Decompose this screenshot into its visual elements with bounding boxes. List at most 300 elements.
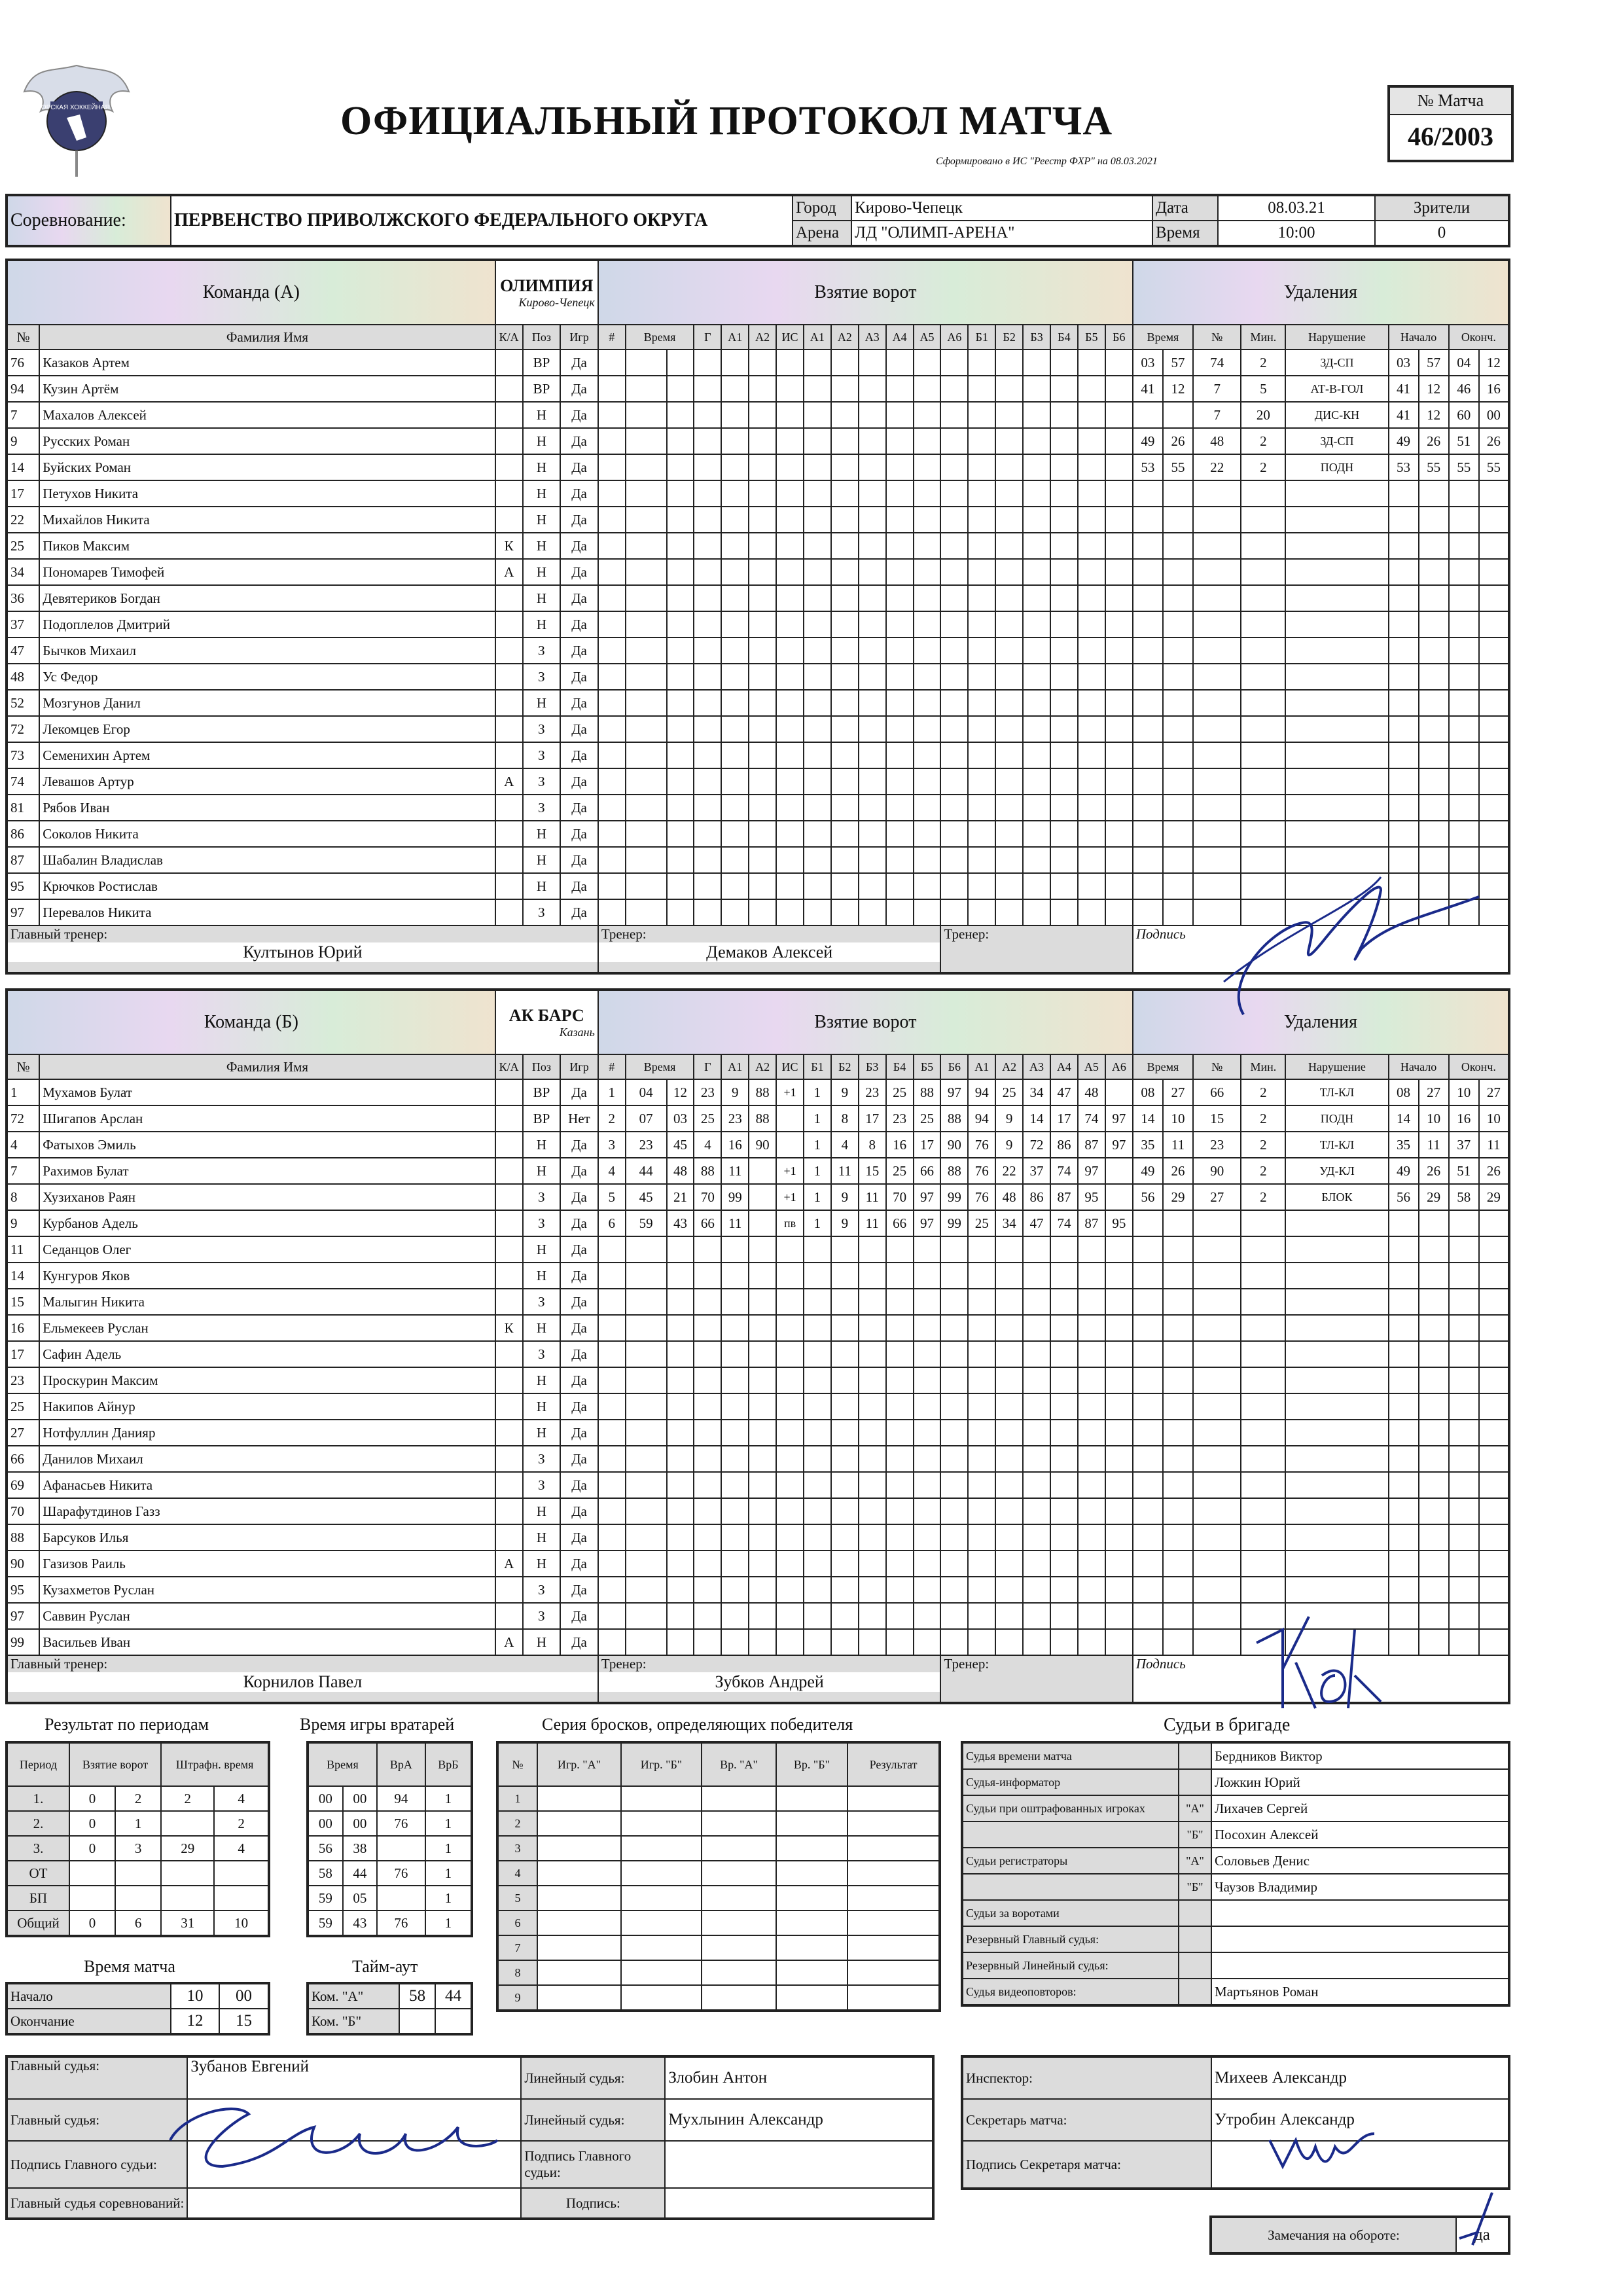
goal-empty-cell bbox=[1023, 428, 1050, 454]
periods-col-penalty: Штрафн. время bbox=[161, 1742, 269, 1786]
goal-empty-cell bbox=[914, 1551, 941, 1577]
goal-empty-cell bbox=[886, 1315, 914, 1341]
goal-empty-cell bbox=[598, 821, 626, 847]
on-ice-conceding: 72 bbox=[1023, 1132, 1050, 1158]
player-row bbox=[7, 1420, 1509, 1446]
shootout-empty-cell bbox=[847, 1910, 940, 1935]
goal-empty-cell bbox=[968, 742, 995, 768]
goalie-value: 1 bbox=[425, 1836, 472, 1861]
goal-empty-cell bbox=[749, 899, 776, 925]
goal-empty-cell bbox=[694, 1551, 721, 1577]
player-role: А bbox=[495, 1551, 523, 1577]
goal-empty-cell bbox=[1023, 1393, 1050, 1420]
pen-empty-cell bbox=[1133, 873, 1163, 899]
player-number: 36 bbox=[7, 585, 39, 611]
goal-empty-cell bbox=[694, 1472, 721, 1498]
goal-empty-cell bbox=[1078, 428, 1105, 454]
pen-empty-cell bbox=[1389, 585, 1419, 611]
pen-empty-cell bbox=[1163, 1315, 1193, 1341]
period-row bbox=[7, 1910, 269, 1936]
goal-empty-cell bbox=[1050, 899, 1078, 925]
pen-end-min: 10 bbox=[1449, 1079, 1479, 1105]
goal-number: 1 bbox=[598, 1079, 626, 1105]
goal-empty-cell bbox=[940, 1577, 968, 1603]
goal-empty-cell bbox=[995, 664, 1023, 690]
pen-start-sec: 26 bbox=[1419, 428, 1449, 454]
shootout-empty-cell bbox=[847, 1886, 940, 1910]
player-position: Н bbox=[523, 402, 561, 428]
player-name: Семенихин Артем bbox=[39, 742, 495, 768]
match-time-title: Время матча bbox=[84, 1957, 175, 1976]
goal-empty-cell bbox=[1050, 1236, 1078, 1263]
goal-empty-cell bbox=[1105, 1263, 1133, 1289]
goal-empty-cell bbox=[694, 428, 721, 454]
pen-empty-cell bbox=[1133, 1524, 1163, 1551]
pen-empty-cell bbox=[1419, 768, 1449, 795]
goal-empty-cell bbox=[667, 821, 694, 847]
goal-empty-cell bbox=[968, 1603, 995, 1629]
goal-empty-cell bbox=[598, 611, 626, 637]
referee-role: Судьи при оштрафованных игроках bbox=[962, 1795, 1179, 1821]
goal-empty-cell bbox=[940, 1341, 968, 1367]
goal-empty-cell bbox=[968, 716, 995, 742]
goal-empty-cell bbox=[721, 585, 749, 611]
goal-empty-cell bbox=[598, 350, 626, 376]
coach-1-label: Тренер: bbox=[601, 926, 647, 942]
goal-situation bbox=[776, 1132, 804, 1158]
pen-empty-cell bbox=[1285, 664, 1388, 690]
goal-empty-cell bbox=[1023, 1263, 1050, 1289]
goal-empty-cell bbox=[776, 637, 804, 664]
coach-2-label: Тренер: bbox=[944, 926, 990, 942]
goal-empty-cell bbox=[1105, 1577, 1133, 1603]
player-position: Н bbox=[523, 1367, 561, 1393]
goal-empty-cell bbox=[1078, 768, 1105, 795]
goal-empty-cell bbox=[749, 480, 776, 507]
shootout-empty-cell bbox=[776, 1811, 847, 1836]
referee-row bbox=[962, 1848, 1509, 1874]
goal-empty-cell bbox=[1105, 585, 1133, 611]
player-role bbox=[495, 1105, 523, 1132]
goal-empty-cell bbox=[859, 428, 886, 454]
shootout-row bbox=[497, 1786, 940, 1811]
goal-empty-cell bbox=[667, 1341, 694, 1367]
time-value: 10:00 bbox=[1218, 221, 1375, 246]
pen-empty-cell bbox=[1449, 742, 1479, 768]
pen-empty-cell bbox=[1449, 1446, 1479, 1472]
pen-empty-cell bbox=[1133, 1263, 1163, 1289]
goal-empty-cell bbox=[1050, 350, 1078, 376]
goal-empty-cell bbox=[886, 507, 914, 533]
on-ice-scoring: 25 bbox=[886, 1079, 914, 1105]
shootout-empty-cell bbox=[776, 1886, 847, 1910]
goal-empty-cell bbox=[886, 1629, 914, 1655]
pen-empty-cell bbox=[1449, 1551, 1479, 1577]
on-ice-scoring: 88 bbox=[940, 1158, 968, 1184]
goal-empty-cell bbox=[804, 454, 831, 480]
referee-row bbox=[962, 1979, 1509, 2005]
pen-empty-cell bbox=[1133, 742, 1163, 768]
pen-start-min: 41 bbox=[1389, 376, 1419, 402]
pen-empty-cell bbox=[1449, 1210, 1479, 1236]
referee-row bbox=[962, 1874, 1509, 1900]
goalie-value: 1 bbox=[425, 1886, 472, 1910]
goal-empty-cell bbox=[1023, 1236, 1050, 1263]
goal-empty-cell bbox=[1050, 1577, 1078, 1603]
on-ice-scoring: 8 bbox=[831, 1105, 859, 1132]
goal-empty-cell bbox=[804, 768, 831, 795]
on-ice-conceding: 76 bbox=[968, 1158, 995, 1184]
goal-empty-cell bbox=[667, 559, 694, 585]
player-name: Рябов Иван bbox=[39, 795, 495, 821]
player-number: 23 bbox=[7, 1367, 39, 1393]
coach-2-cell bbox=[940, 1655, 1132, 1703]
col-onice-Б3: Б3 bbox=[859, 1054, 886, 1079]
pen-empty-cell bbox=[1193, 1551, 1241, 1577]
pen-empty-cell bbox=[1389, 768, 1419, 795]
secretary-signature-icon bbox=[1257, 2121, 1387, 2179]
pen-second: 29 bbox=[1163, 1184, 1193, 1210]
goalie-value: 76 bbox=[377, 1910, 425, 1936]
col-g: Г bbox=[694, 1054, 721, 1079]
goal-empty-cell bbox=[721, 637, 749, 664]
goal-empty-cell bbox=[1023, 1367, 1050, 1393]
goal-empty-cell bbox=[940, 402, 968, 428]
goal-empty-cell bbox=[721, 821, 749, 847]
goal-empty-cell bbox=[1078, 1393, 1105, 1420]
player-role: А bbox=[495, 1629, 523, 1655]
goal-empty-cell bbox=[598, 1236, 626, 1263]
pen-empty-cell bbox=[1133, 716, 1163, 742]
goal-empty-cell bbox=[859, 1315, 886, 1341]
player-number: 34 bbox=[7, 559, 39, 585]
shootout-num: 6 bbox=[497, 1910, 537, 1935]
pen-empty-cell bbox=[1419, 533, 1449, 559]
goal-empty-cell bbox=[667, 1263, 694, 1289]
goal-empty-cell bbox=[914, 480, 941, 507]
player-number: 86 bbox=[7, 821, 39, 847]
goal-empty-cell bbox=[721, 795, 749, 821]
pen-empty-cell bbox=[1241, 1341, 1285, 1367]
goal-empty-cell bbox=[1050, 533, 1078, 559]
player-number: 27 bbox=[7, 1420, 39, 1446]
goal-empty-cell bbox=[694, 795, 721, 821]
on-ice-scoring: 97 bbox=[914, 1184, 941, 1210]
player-row bbox=[7, 1524, 1509, 1551]
player-number: 14 bbox=[7, 1263, 39, 1289]
goal-empty-cell bbox=[776, 1498, 804, 1524]
goal-empty-cell bbox=[694, 585, 721, 611]
player-plays: Да bbox=[560, 1184, 598, 1210]
pen-empty-cell bbox=[1419, 821, 1449, 847]
player-plays: Да bbox=[560, 1367, 598, 1393]
main-ref-1: Зубанов Евгений bbox=[187, 2056, 521, 2099]
goal-empty-cell bbox=[940, 1551, 968, 1577]
pen-empty-cell bbox=[1419, 1289, 1449, 1315]
on-ice-scoring: 23 bbox=[859, 1079, 886, 1105]
col-pen-time: Время bbox=[1133, 1054, 1193, 1079]
referee-row bbox=[962, 1952, 1509, 1979]
goal-empty-cell bbox=[598, 768, 626, 795]
pen-empty-cell bbox=[1449, 1341, 1479, 1367]
pen-empty-cell bbox=[1419, 1315, 1449, 1341]
goal-empty-cell bbox=[831, 1263, 859, 1289]
goal-empty-cell bbox=[1050, 376, 1078, 402]
timeout-b-sec bbox=[435, 2009, 472, 2034]
shootout-empty-cell bbox=[847, 1985, 940, 2011]
player-number: 25 bbox=[7, 1393, 39, 1420]
goal-empty-cell bbox=[831, 847, 859, 873]
player-name: Русских Роман bbox=[39, 428, 495, 454]
pen-end-sec: 26 bbox=[1479, 1158, 1509, 1184]
player-position: Н bbox=[523, 1420, 561, 1446]
player-row bbox=[7, 1263, 1509, 1289]
pen-empty-cell bbox=[1163, 873, 1193, 899]
goal-empty-cell bbox=[1050, 821, 1078, 847]
pen-empty-cell bbox=[1133, 1551, 1163, 1577]
periods-header bbox=[7, 1742, 269, 1786]
goal-empty-cell bbox=[886, 1446, 914, 1472]
goal-empty-cell bbox=[749, 1315, 776, 1341]
goal-empty-cell bbox=[804, 1472, 831, 1498]
col-pen-time: Время bbox=[1133, 325, 1193, 350]
shootout-num: 3 bbox=[497, 1836, 537, 1861]
timeout-a-min: 58 bbox=[399, 1983, 435, 2009]
goal-empty-cell bbox=[886, 1367, 914, 1393]
referee-row bbox=[962, 1769, 1509, 1795]
goal-empty-cell bbox=[1078, 1551, 1105, 1577]
goal-empty-cell bbox=[694, 821, 721, 847]
goal-empty-cell bbox=[914, 873, 941, 899]
goal-empty-cell bbox=[859, 1341, 886, 1367]
goal-empty-cell bbox=[626, 611, 667, 637]
goal-empty-cell bbox=[598, 1420, 626, 1446]
on-ice-conceding: 76 bbox=[968, 1132, 995, 1158]
shootout-title: Серия бросков, определяющих победителя bbox=[542, 1715, 853, 1734]
goal-empty-cell bbox=[831, 1446, 859, 1472]
pen-second: 27 bbox=[1163, 1079, 1193, 1105]
period-value bbox=[69, 1861, 115, 1886]
shootout-empty-cell bbox=[702, 1836, 776, 1861]
goal-empty-cell bbox=[968, 899, 995, 925]
player-name: Мозгунов Данил bbox=[39, 690, 495, 716]
player-plays: Да bbox=[560, 1289, 598, 1315]
pen-empty-cell bbox=[1479, 637, 1509, 664]
team-b-signature-icon bbox=[1243, 1604, 1387, 1721]
goal-empty-cell bbox=[940, 533, 968, 559]
pen-empty-cell bbox=[1389, 507, 1419, 533]
goal-empty-cell bbox=[1050, 873, 1078, 899]
goalie-row bbox=[308, 1910, 472, 1936]
goal-empty-cell bbox=[598, 664, 626, 690]
player-name: Пиков Максим bbox=[39, 533, 495, 559]
goal-empty-cell bbox=[940, 559, 968, 585]
player-name: Нотфуллин Данияр bbox=[39, 1420, 495, 1446]
time-label: Время bbox=[1152, 221, 1218, 246]
pen-empty-cell bbox=[1163, 664, 1193, 690]
spectators-value: 0 bbox=[1375, 221, 1509, 246]
shootout-col: Результат bbox=[847, 1742, 940, 1786]
goal-empty-cell bbox=[776, 1420, 804, 1446]
player-role bbox=[495, 402, 523, 428]
on-ice-conceding: 87 bbox=[1078, 1132, 1105, 1158]
goal-empty-cell bbox=[721, 1315, 749, 1341]
shootout-empty-cell bbox=[702, 1960, 776, 1985]
pen-minute: 03 bbox=[1133, 350, 1163, 376]
player-role bbox=[495, 1132, 523, 1158]
referee-row bbox=[962, 1795, 1509, 1821]
goal-empty-cell bbox=[721, 899, 749, 925]
goal-empty-cell bbox=[749, 350, 776, 376]
on-ice-scoring: 11 bbox=[831, 1158, 859, 1184]
referee-row bbox=[962, 1926, 1509, 1952]
player-plays: Да bbox=[560, 1420, 598, 1446]
goal-empty-cell bbox=[859, 1367, 886, 1393]
player-number: 72 bbox=[7, 1105, 39, 1132]
goal-empty-cell bbox=[995, 1446, 1023, 1472]
goal-empty-cell bbox=[831, 637, 859, 664]
col-pos: Поз bbox=[523, 325, 561, 350]
goal-assist-1: 16 bbox=[721, 1132, 749, 1158]
goal-empty-cell bbox=[804, 1289, 831, 1315]
pen-empty-cell bbox=[1193, 480, 1241, 507]
goal-empty-cell bbox=[694, 1577, 721, 1603]
goal-empty-cell bbox=[694, 899, 721, 925]
goal-empty-cell bbox=[598, 899, 626, 925]
shootout-empty-cell bbox=[776, 1786, 847, 1811]
on-ice-scoring: 1 bbox=[804, 1184, 831, 1210]
goal-empty-cell bbox=[776, 1446, 804, 1472]
goal-empty-cell bbox=[626, 1472, 667, 1498]
goal-empty-cell bbox=[804, 1420, 831, 1446]
pen-minute: 49 bbox=[1133, 1158, 1163, 1184]
goal-empty-cell bbox=[940, 1367, 968, 1393]
goal-empty-cell bbox=[1023, 533, 1050, 559]
logo-text: ЮНИОРСКАЯ ХОККЕЙНАЯ ЛИГА bbox=[25, 104, 128, 111]
pen-empty-cell bbox=[1133, 1420, 1163, 1446]
goal-empty-cell bbox=[1050, 664, 1078, 690]
referee-name: Посохин Алексей bbox=[1211, 1821, 1509, 1848]
player-plays: Да bbox=[560, 480, 598, 507]
player-position: ВР bbox=[523, 350, 561, 376]
player-plays: Да bbox=[560, 1210, 598, 1236]
on-ice-scoring: 8 bbox=[859, 1132, 886, 1158]
goal-empty-cell bbox=[598, 585, 626, 611]
line-ref-label-1: Линейный судья: bbox=[521, 2056, 665, 2099]
pen-empty-cell bbox=[1241, 690, 1285, 716]
goal-empty-cell bbox=[886, 350, 914, 376]
period-value bbox=[115, 1861, 161, 1886]
col-onice-А4: А4 bbox=[886, 325, 914, 350]
goal-empty-cell bbox=[968, 690, 995, 716]
player-position: Н bbox=[523, 1551, 561, 1577]
player-row bbox=[7, 795, 1509, 821]
goalie-value: 59 bbox=[308, 1886, 343, 1910]
pen-empty-cell bbox=[1193, 637, 1241, 664]
pen-empty-cell bbox=[1163, 847, 1193, 873]
goal-empty-cell bbox=[626, 480, 667, 507]
pen-player: 74 bbox=[1193, 350, 1241, 376]
on-ice-scoring: 97 bbox=[914, 1210, 941, 1236]
pen-end-sec: 11 bbox=[1479, 1132, 1509, 1158]
goal-empty-cell bbox=[1050, 795, 1078, 821]
goal-number: 6 bbox=[598, 1210, 626, 1236]
match-end-label: Окончание bbox=[7, 2009, 171, 2034]
goal-assist-1: 99 bbox=[721, 1184, 749, 1210]
player-name: Проскурин Максим bbox=[39, 1367, 495, 1393]
goal-empty-cell bbox=[914, 350, 941, 376]
goal-empty-cell bbox=[1105, 1393, 1133, 1420]
goalie-value: 00 bbox=[308, 1786, 343, 1811]
goal-empty-cell bbox=[694, 1420, 721, 1446]
pen-empty-cell bbox=[1133, 847, 1163, 873]
goal-empty-cell bbox=[1078, 637, 1105, 664]
player-position: З bbox=[523, 1341, 561, 1367]
pen-empty-cell bbox=[1449, 559, 1479, 585]
goal-empty-cell bbox=[859, 1263, 886, 1289]
pen-player: 90 bbox=[1193, 1158, 1241, 1184]
pen-empty-cell bbox=[1479, 1551, 1509, 1577]
pen-end-min: 60 bbox=[1449, 402, 1479, 428]
pen-empty-cell bbox=[1163, 1236, 1193, 1263]
goal-minute: 44 bbox=[626, 1158, 667, 1184]
pen-empty-cell bbox=[1419, 1393, 1449, 1420]
goal-empty-cell bbox=[968, 402, 995, 428]
pen-start-min: 35 bbox=[1389, 1132, 1419, 1158]
goal-empty-cell bbox=[1105, 480, 1133, 507]
on-ice-conceding: 95 bbox=[1078, 1184, 1105, 1210]
pen-empty-cell bbox=[1389, 690, 1419, 716]
pen-player: 7 bbox=[1193, 376, 1241, 402]
player-plays: Да bbox=[560, 1577, 598, 1603]
goal-empty-cell bbox=[968, 507, 995, 533]
player-role bbox=[495, 742, 523, 768]
player-position: З bbox=[523, 742, 561, 768]
on-ice-conceding: 47 bbox=[1023, 1210, 1050, 1236]
col-onice-А3: А3 bbox=[1023, 1054, 1050, 1079]
player-number: 4 bbox=[7, 1132, 39, 1158]
player-row bbox=[7, 1105, 1509, 1132]
goal-empty-cell bbox=[914, 1315, 941, 1341]
goal-empty-cell bbox=[626, 1393, 667, 1420]
shootout-empty-cell bbox=[537, 1960, 621, 1985]
goal-empty-cell bbox=[721, 428, 749, 454]
pen-empty-cell bbox=[1193, 1393, 1241, 1420]
goal-empty-cell bbox=[626, 1577, 667, 1603]
goal-empty-cell bbox=[886, 690, 914, 716]
period-value: 0 bbox=[69, 1811, 115, 1836]
inspector-value: Михеев Александр bbox=[1211, 2056, 1509, 2099]
match-number-box bbox=[1387, 85, 1514, 162]
pen-empty-cell bbox=[1389, 1420, 1419, 1446]
goal-empty-cell bbox=[749, 847, 776, 873]
pen-empty-cell bbox=[1241, 716, 1285, 742]
goal-empty-cell bbox=[968, 454, 995, 480]
goal-empty-cell bbox=[598, 637, 626, 664]
goal-empty-cell bbox=[886, 559, 914, 585]
col-pen-violation: Нарушение bbox=[1285, 1054, 1388, 1079]
goal-empty-cell bbox=[831, 768, 859, 795]
goal-empty-cell bbox=[1105, 795, 1133, 821]
pen-empty-cell bbox=[1241, 1393, 1285, 1420]
goalie-value: 44 bbox=[343, 1861, 377, 1886]
periods-col-period: Период bbox=[7, 1742, 69, 1786]
on-ice-scoring: 11 bbox=[859, 1210, 886, 1236]
player-position: Н bbox=[523, 1498, 561, 1524]
goal-empty-cell bbox=[886, 795, 914, 821]
player-row bbox=[7, 742, 1509, 768]
coach-1-label: Тренер: bbox=[601, 1656, 647, 1672]
